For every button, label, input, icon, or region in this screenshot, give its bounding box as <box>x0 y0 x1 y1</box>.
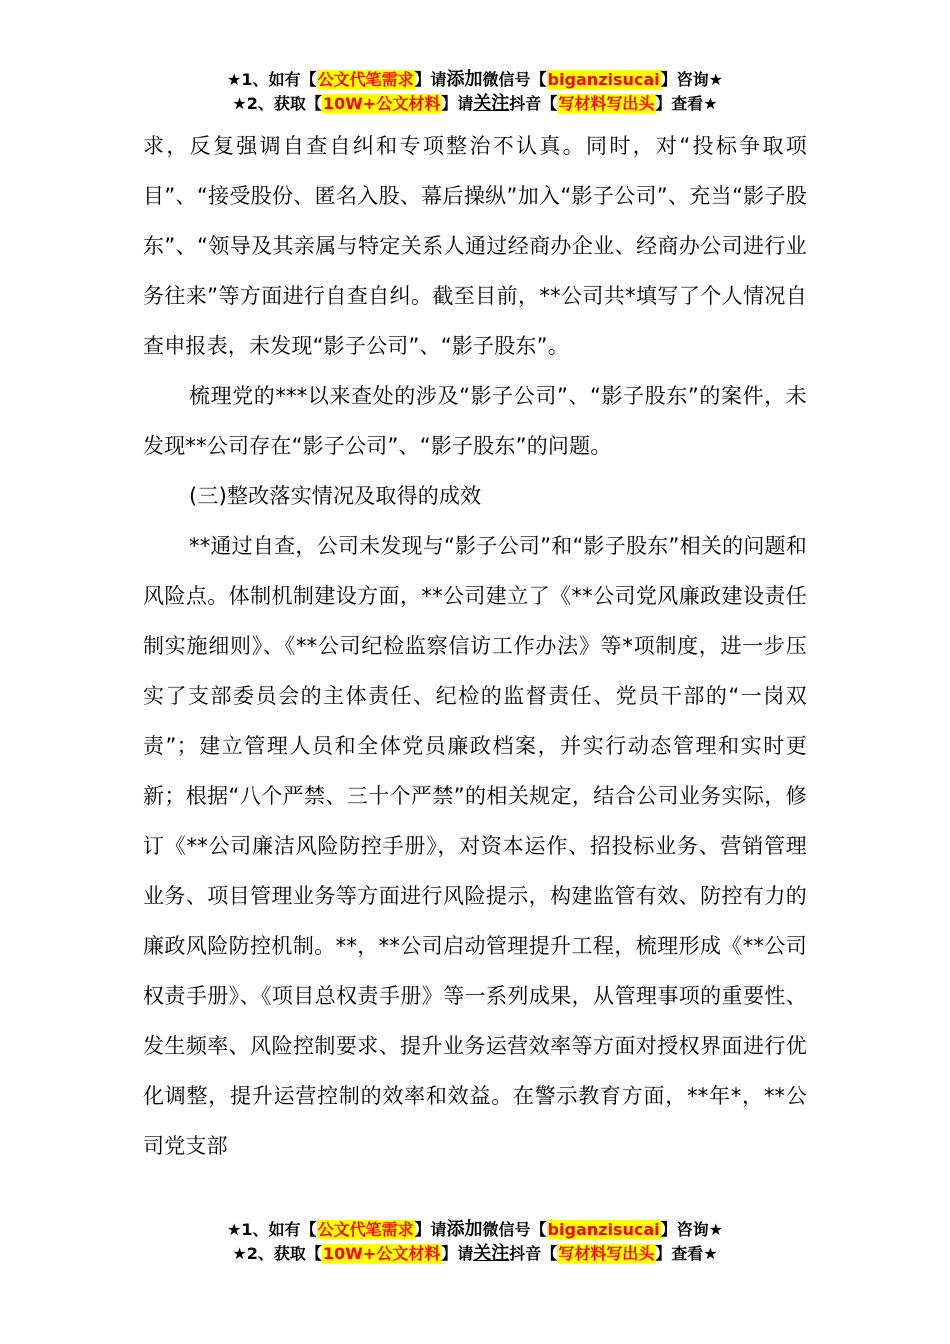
highlight-douyin-account: 写材料写出头 <box>558 1244 655 1263</box>
banner-text: 】请 <box>441 94 474 113</box>
banner-text: 】咨询★ <box>660 70 723 89</box>
banner-text: ★2、获取【 <box>232 94 322 113</box>
banner-line-1 <box>0 1218 950 1242</box>
banner-text: 】请 <box>441 1244 474 1263</box>
banner-line-2 <box>0 92 950 116</box>
banner-text: 微信号【 <box>482 1220 547 1239</box>
highlight-materials: 10W+公文材料 <box>322 1244 441 1263</box>
highlight-materials: 10W+公文材料 <box>322 94 441 113</box>
banner-text: 】咨询★ <box>660 1220 723 1239</box>
banner-emphasis: 关注 <box>473 1243 510 1264</box>
paragraph-continuation: 求，反复强调自查自纠和专项整治不认真。同时，对“投标争取项目”、“接受股份、匿名入股、幕后操纵”加入“影子公司”、充当“影子股东”、“领导及其亲属与特定关系人通过经商办企业、经商办公司进行业务往来”等方面进行自查自纠。截至目前，**公司共*填写了个人情况自查申报表，未发现“影子公司”、“影子股东”。 <box>143 134 807 358</box>
banner-emphasis: 添加 <box>446 69 483 90</box>
paragraph-rectification: **通过自查，公司未发现与“影子公司”和“影子股东”相关的问题和风险点。体制机制建设方面，**公司建立了《**公司党风廉政建设责任制实施细则》、《**公司纪检监察信访工作办法》等*项制度，进一步压实了支部委员会的主体责任、纪检的监督责任、党员干部的“一岗双责”；建立管理人员和全体党员廉政档案，并实行动态管理和实时更新；根据“八个严禁、三十个严禁”的相关规定，结合公司业务实际，修订《**公司廉洁风险防控手册》，对资本运作、招投标业务、营销管理业务、项目管理业务等方面进行风险提示，构建监管有效、防控有力的廉政风险防控机制。**，**公司启动管理提升工程，梳理形成《**公司权责手册》、《项目总权责手册》等一系列成果，从管理事项的重要性、发生频率、风险控制要求、提升业务运营效率等方面对授权界面进行优化调整，提升运营控制的效率和效益。在警示教育方面，**年*，**公司党支部 <box>143 534 807 1158</box>
banner-emphasis: 关注 <box>473 93 510 114</box>
banner-text: ★1、如有【 <box>227 1220 317 1239</box>
banner-text: 】查看★ <box>655 1244 718 1263</box>
header-banner <box>0 68 950 116</box>
highlight-wechat-id: biganzisucai <box>547 1220 660 1239</box>
highlight-ghostwriting: 公文代笔需求 <box>317 70 414 89</box>
banner-line-2 <box>0 1242 950 1266</box>
banner-text: 抖音【 <box>509 94 558 113</box>
banner-emphasis: 添加 <box>446 1219 483 1240</box>
paragraph-case-review: 梳理党的***以来查处的涉及“影子公司”、“影子股东”的案件，未发现**公司存在“影子公司”、“影子股东”的问题。 <box>143 384 807 458</box>
document-body <box>143 121 807 1171</box>
highlight-ghostwriting: 公文代笔需求 <box>317 1220 414 1239</box>
banner-text: ★2、获取【 <box>232 1244 322 1263</box>
banner-text: ★1、如有【 <box>227 70 317 89</box>
banner-text: 】请 <box>414 1220 447 1239</box>
banner-line-1 <box>0 68 950 92</box>
banner-text: 抖音【 <box>509 1244 558 1263</box>
footer-banner <box>0 1218 950 1266</box>
banner-text: 】请 <box>414 70 447 89</box>
section-heading: (三)整改落实情况及取得的成效 <box>189 484 482 508</box>
banner-text: 】查看★ <box>655 94 718 113</box>
banner-text: 微信号【 <box>482 70 547 89</box>
highlight-wechat-id: biganzisucai <box>547 70 660 89</box>
highlight-douyin-account: 写材料写出头 <box>558 94 655 113</box>
